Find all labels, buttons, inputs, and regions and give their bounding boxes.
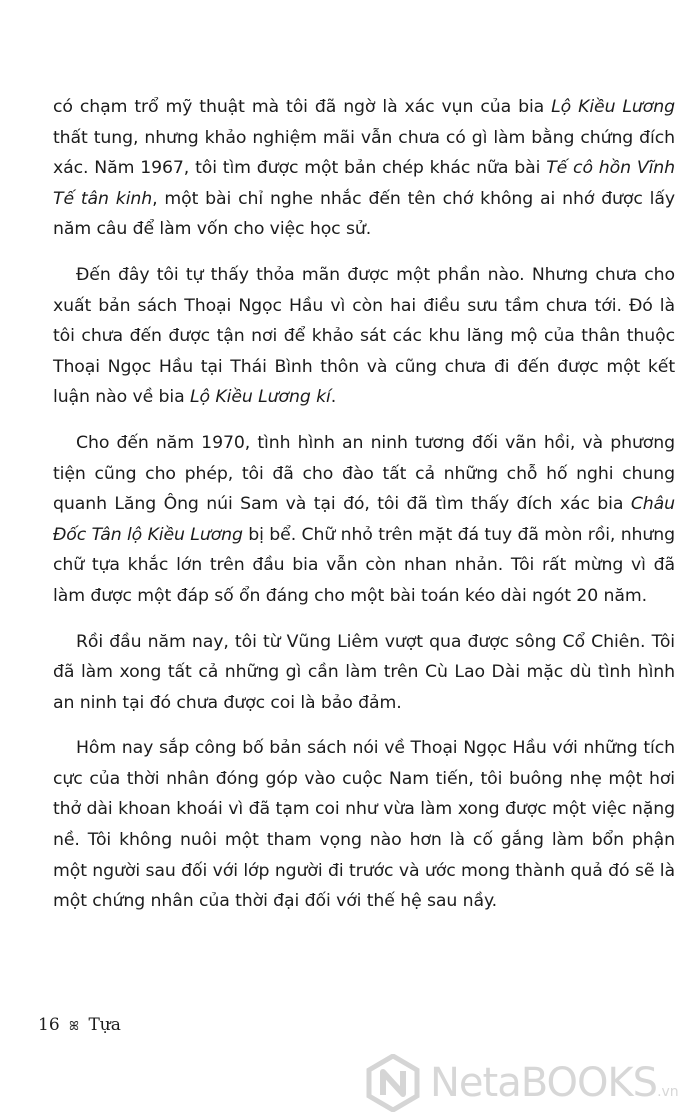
watermark bbox=[364, 1054, 694, 1114]
watermark-text bbox=[430, 1060, 679, 1115]
italic-title: Tế cô hồn Vĩnh Tế tân kinh bbox=[53, 158, 675, 209]
paragraph bbox=[53, 260, 675, 413]
text-run: bị bể. Chữ nhỏ trên mặt đá tuy đã mòn rồi, nhưng chữ tựa khắc lớn trên đầu bia vẫn còn nhan nhản. Tôi rất mừng vì đã làm được một đáp số ổn đáng cho một bài toán kéo dài ngót 20 năm. bbox=[53, 524, 675, 606]
watermark-suffix: .vn bbox=[657, 1084, 679, 1100]
italic-title: Lộ Kiều Lương bbox=[551, 97, 675, 117]
page-number: 16 bbox=[38, 1015, 60, 1035]
watermark-brand: NetaBOOKS bbox=[430, 1060, 658, 1106]
text-run: Đến đây tôi tự thấy thỏa mãn được một phần nào. Nhưng chưa cho xuất bản sách Thoại Ngọc Hầu vì còn hai điều sưu tầm chưa tới. Đó là tôi chưa đến được tận nơi để khảo sát các khu lăng mộ của thân thuộc Thoại Ngọc Hầu tại Thái Bình thôn và cũng chưa đi đến được một kết luận nào về bia bbox=[53, 264, 675, 408]
paragraph bbox=[53, 627, 675, 719]
italic-title: Lộ Kiều Lương kí bbox=[190, 387, 331, 408]
text-run: có chạm trổ mỹ thuật mà tôi đã ngờ là xác vụn của bia bbox=[53, 97, 552, 117]
ornament-icon: ꕤ bbox=[69, 1019, 80, 1033]
text-run: thất tung, nhưng khảo nghiệm mãi vẫn chưa có gì làm bằng chứng đích xác. Năm 1967, tôi tìm được một bản chép khác nữa bài bbox=[53, 127, 675, 179]
paragraph bbox=[53, 92, 675, 245]
netabooks-logo-icon bbox=[364, 1054, 422, 1112]
paragraph bbox=[53, 733, 675, 917]
body-text bbox=[53, 92, 675, 932]
italic-title: Châu Đốc Tân lộ Kiều Lương bbox=[53, 494, 675, 545]
text-run: Rồi đầu năm nay, tôi từ Vũng Liêm vượt qua được sông Cổ Chiên. Tôi đã làm xong tất cả những gì cần làm trên Cù Lao Dài mặc dù tình hình an ninh tại đó chưa được coi là bảo đảm. bbox=[53, 631, 675, 713]
text-run: Cho đến năm 1970, tình hình an ninh tương đối vãn hồi, và phương tiện cũng cho phép, tôi đã cho đào tất cả những chỗ hố nghi chung quanh Lăng Ông núi Sam và tại đó, tôi đã tìm thấy đích xác bia bbox=[53, 432, 675, 515]
text-run: , một bài chỉ nghe nhắc đến tên chớ không ai nhớ được lấy năm câu để làm vốn cho việc học sử. bbox=[53, 188, 675, 240]
text-run: . bbox=[330, 387, 337, 408]
page-footer bbox=[38, 1015, 121, 1035]
text-run: Hôm nay sắp công bố bản sách nói về Thoại Ngọc Hầu với những tích cực của thời nhân đóng góp vào cuộc Nam tiến, tôi buông nhẹ một hơi thở dài khoan khoái vì đã tạm coi như vừa làm xong được một việc nặng nề. Tôi không nuôi một tham vọng nào hơn là cố gắng làm bổn phận một người sau đối với lớp người đi trước và ước mong thành quả đó sẽ là một chứng nhân của thời đại đối với thế hệ sau nầy. bbox=[53, 738, 675, 912]
paragraph bbox=[53, 428, 675, 612]
section-name: Tựa bbox=[88, 1015, 121, 1035]
